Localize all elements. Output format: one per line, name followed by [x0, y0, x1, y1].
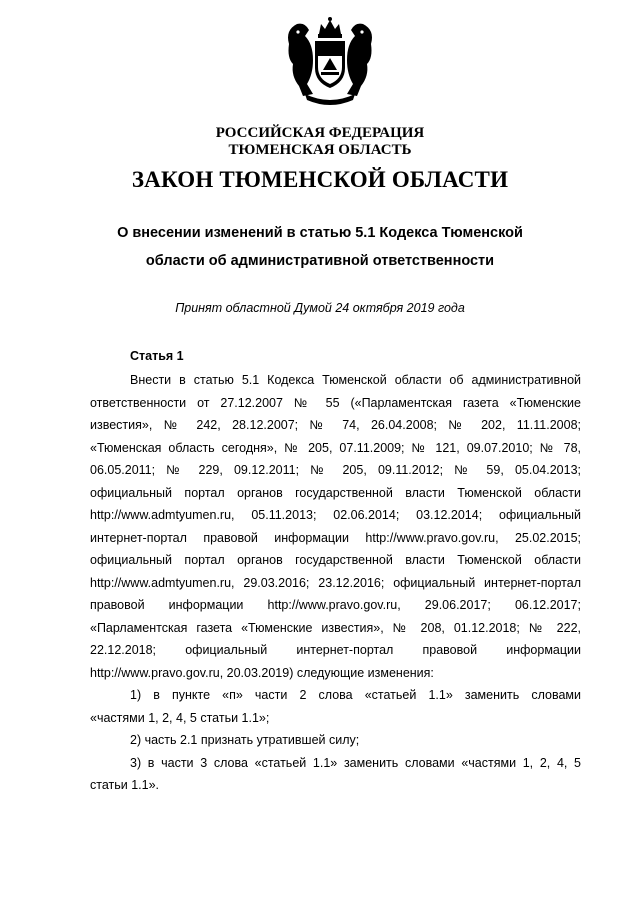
article-body	[90, 369, 581, 797]
body-line: 3) в части 3 слова «статьей 1.1» заменить словами «частями 1, 2, 4, 5	[130, 755, 581, 770]
law-subject-line: О внесении изменений в статью 5.1 Кодекса Тюменской	[117, 225, 523, 241]
body-line: известия», № 242, 28.12.2007; № 74, 26.04.2008; № 202, 11.11.2008;	[90, 418, 581, 432]
law-title: ЗАКОН ТЮМЕНСКОЙ ОБЛАСТИ	[131, 167, 509, 192]
law-subject	[0, 219, 640, 275]
body-line: «Парламентская газета «Тюменские известия», № 208, 01.12.2018; № 222,	[90, 620, 581, 635]
body-line: 2) часть 2.1 признать утратившей силу;	[130, 733, 360, 747]
body-line: официальный портал органов государственной власти Тюменской области	[90, 485, 581, 500]
country-heading: РОССИЙСКАЯ ФЕДЕРАЦИЯ	[215, 125, 425, 141]
body-line: ответственности от 27.12.2007 № 55 («Парламентская газета «Тюменские	[90, 395, 581, 410]
body-line: «Тюменская область сегодня», № 205, 07.11.2009; № 121, 09.07.2010; № 78,	[90, 440, 581, 455]
adoption-note: Принят областной Думой 24 октября 2019 года	[175, 301, 465, 315]
body-line: интернет-портал правовой информации http://www.pravo.gov.ru, 25.02.2015;	[90, 530, 581, 545]
body-line: официальный портал органов государственной власти Тюменской области	[90, 553, 581, 567]
body-line: «частями 1, 2, 4, 5 статьи 1.1»;	[90, 710, 270, 725]
body-line: http://www.admtyumen.ru, 05.11.2013; 02.06.2014; 03.12.2014; официальный	[90, 508, 581, 522]
body-line: 1) в пункте «п» части 2 слова «статьей 1.1» заменить словами	[130, 688, 581, 702]
law-subject-line: области об административной ответственности	[145, 253, 495, 269]
tyumen-coat-of-arms-icon	[283, 14, 377, 108]
body-line: http://www.admtyumen.ru, 29.03.2016; 23.12.2016; официальный интернет-портал	[90, 575, 581, 590]
body-line: Внести в статью 5.1 Кодекса Тюменской области об административной	[130, 373, 581, 387]
body-line: http://www.pravo.gov.ru, 20.03.2019) следующие изменения:	[90, 665, 434, 680]
body-line: 22.12.2018; официальный интернет-портал правовой информации	[90, 643, 581, 657]
article-title: Статья 1	[130, 349, 184, 363]
body-line: 06.05.2011; № 229, 09.12.2011; № 205, 09.11.2012; № 59, 05.04.2013;	[90, 463, 581, 477]
body-line: статьи 1.1».	[90, 778, 160, 792]
body-line: правовой информации http://www.pravo.gov.ru, 29.06.2017; 06.12.2017;	[90, 598, 581, 612]
region-heading: ТЮМЕНСКАЯ ОБЛАСТЬ	[228, 142, 412, 158]
